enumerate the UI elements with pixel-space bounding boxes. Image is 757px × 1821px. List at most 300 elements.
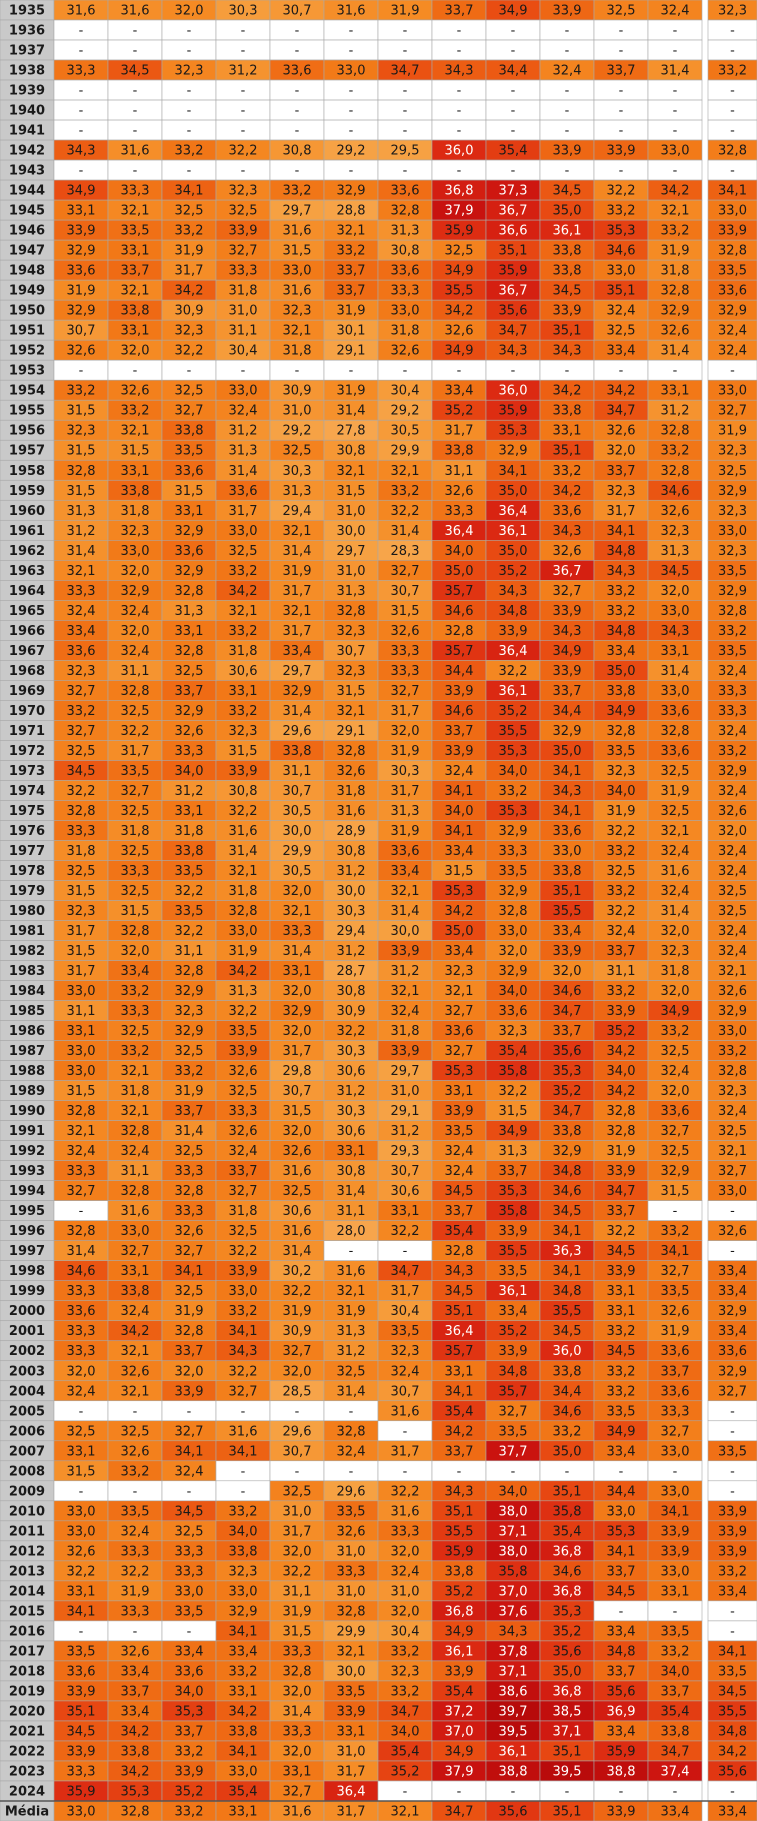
value-label: 32,1 — [120, 1344, 150, 1360]
value-label: 33,9 — [552, 303, 582, 319]
value-label: 29,6 — [336, 1484, 366, 1500]
value-label: 32,1 — [282, 523, 312, 539]
value-label: - — [672, 1604, 678, 1620]
value-label: 34,1 — [228, 1444, 258, 1460]
value-label: 32,5 — [336, 1364, 366, 1380]
value-label: 33,3 — [444, 503, 474, 519]
value-label: 33,5 — [498, 1264, 528, 1280]
year-row — [0, 1121, 757, 1141]
value-label: 33,3 — [66, 1164, 96, 1180]
year-label: 1999 — [8, 1284, 46, 1300]
value-label: 34,8 — [606, 623, 636, 639]
value-label: 29,1 — [390, 1104, 420, 1120]
value-label: 32,3 — [660, 523, 690, 539]
value-label: 32,3 — [66, 423, 96, 439]
value-label: 31,9 — [606, 803, 636, 819]
value-label: 32,7 — [66, 723, 96, 739]
year-label: 1968 — [8, 663, 46, 679]
year-label: 1954 — [8, 383, 46, 399]
value-label: 31,6 — [282, 1164, 312, 1180]
value-label: 32,8 — [174, 964, 204, 980]
value-label: 34,6 — [444, 603, 474, 619]
year-row — [0, 340, 757, 360]
value-label: 35,2 — [606, 1024, 636, 1040]
value-label: 34,3 — [498, 1624, 528, 1640]
value-label: 33,9 — [606, 1804, 636, 1820]
value-label: 33,4 — [606, 1624, 636, 1640]
year-label: 1951 — [8, 323, 46, 339]
year-label: 2003 — [8, 1364, 46, 1380]
value-label: 32,5 — [174, 663, 204, 679]
value-label: 31,5 — [336, 483, 366, 499]
value-label: 33,3 — [282, 1644, 312, 1660]
value-label: - — [186, 43, 192, 59]
value-label: 31,4 — [174, 1124, 204, 1140]
value-label: 32,3 — [444, 964, 474, 980]
value-label: 33,0 — [66, 1504, 96, 1520]
year-row — [0, 1601, 757, 1621]
value-label: 30,3 — [336, 1104, 366, 1120]
value-label: 31,4 — [228, 463, 258, 479]
value-label: 36,0 — [498, 383, 528, 399]
year-label: 1973 — [8, 763, 46, 779]
value-label: 31,7 — [390, 783, 420, 799]
value-label: 31,5 — [66, 1464, 96, 1480]
value-label: 32,8 — [660, 463, 690, 479]
annual-average-label: 33,4 — [718, 1284, 747, 1300]
value-label: 34,9 — [66, 183, 96, 199]
value-label: 33,1 — [120, 323, 150, 339]
value-label: 34,5 — [120, 63, 150, 79]
value-label: 35,3 — [498, 803, 528, 819]
value-label: 31,4 — [660, 63, 690, 79]
value-label: 33,1 — [66, 1024, 96, 1040]
value-label: 33,1 — [660, 643, 690, 659]
value-label: 35,2 — [390, 1764, 420, 1780]
value-label: 30,8 — [336, 1164, 366, 1180]
value-label: 33,0 — [66, 1524, 96, 1540]
value-label: 32,9 — [498, 823, 528, 839]
year-row — [0, 400, 757, 420]
value-label: 31,5 — [444, 863, 474, 879]
value-label: 33,5 — [174, 863, 204, 879]
value-label: 35,4 — [660, 1704, 690, 1720]
value-label: 30,7 — [66, 323, 96, 339]
value-label: 32,1 — [390, 883, 420, 899]
value-label: 36,1 — [498, 1284, 528, 1300]
value-label: 35,7 — [444, 583, 474, 599]
value-label: 34,6 — [552, 1404, 582, 1420]
value-label: 36,4 — [336, 1784, 366, 1800]
value-label: - — [132, 363, 138, 379]
value-label: - — [294, 43, 300, 59]
value-label: 32,1 — [660, 203, 690, 219]
value-label: 30,9 — [336, 1004, 366, 1020]
value-label: 32,4 — [120, 1304, 150, 1320]
value-label: 36,8 — [444, 183, 474, 199]
value-label: 30,6 — [282, 1204, 312, 1220]
value-label: 33,0 — [606, 263, 636, 279]
annual-average-label: 34,2 — [718, 1744, 747, 1760]
value-label: 31,2 — [228, 423, 258, 439]
year-row — [0, 1221, 757, 1241]
annual-average-label: 32,4 — [718, 663, 747, 679]
value-label: - — [240, 163, 246, 179]
value-label: 32,4 — [444, 1144, 474, 1160]
value-label: 32,1 — [390, 1804, 420, 1820]
value-label: 31,1 — [336, 1204, 366, 1220]
value-label: 33,8 — [552, 263, 582, 279]
value-label: 31,0 — [282, 1504, 312, 1520]
year-label: 1950 — [8, 303, 46, 319]
value-label: 33,0 — [660, 1564, 690, 1580]
value-label: 32,8 — [336, 743, 366, 759]
value-label: 32,8 — [174, 1184, 204, 1200]
value-label: 32,5 — [282, 1184, 312, 1200]
value-label: 31,8 — [282, 343, 312, 359]
value-label: 32,8 — [444, 1244, 474, 1260]
value-label: 33,2 — [174, 143, 204, 159]
year-row — [0, 1761, 757, 1781]
value-label: 33,4 — [120, 1664, 150, 1680]
value-label: 34,0 — [174, 763, 204, 779]
value-label: 34,7 — [444, 1804, 474, 1820]
value-label: 33,6 — [66, 1664, 96, 1680]
annual-average-label: 32,4 — [718, 944, 747, 960]
value-label: 33,6 — [228, 483, 258, 499]
value-label: - — [402, 123, 408, 139]
value-label: 31,9 — [660, 783, 690, 799]
value-label: 33,2 — [390, 1684, 420, 1700]
annual-average-label: 33,9 — [718, 1504, 747, 1520]
value-label: 33,0 — [66, 1804, 96, 1820]
value-label: 31,7 — [120, 743, 150, 759]
value-label: 32,1 — [120, 423, 150, 439]
value-label: 31,8 — [660, 964, 690, 980]
value-label: 35,1 — [552, 323, 582, 339]
value-label: - — [456, 123, 462, 139]
value-label: - — [240, 43, 246, 59]
value-label: 33,8 — [120, 1744, 150, 1760]
value-label: 31,8 — [660, 263, 690, 279]
value-label: 35,1 — [444, 1304, 474, 1320]
year-row — [0, 1421, 757, 1441]
value-label: 32,2 — [606, 904, 636, 919]
annual-average-label: 32,8 — [718, 1064, 747, 1080]
value-label: 35,9 — [66, 1784, 96, 1800]
value-label: 31,3 — [174, 603, 204, 619]
value-label: 32,2 — [228, 1244, 258, 1260]
value-label: - — [348, 123, 354, 139]
value-label: 31,4 — [390, 904, 420, 919]
value-label: 33,2 — [606, 843, 636, 859]
year-label: 2007 — [8, 1444, 46, 1460]
value-label: 35,0 — [444, 563, 474, 579]
value-label: 33,6 — [552, 823, 582, 839]
value-label: 33,1 — [336, 1724, 366, 1740]
year-row — [0, 300, 757, 320]
year-row — [0, 1741, 757, 1761]
value-label: 30,7 — [390, 583, 420, 599]
value-label: 33,0 — [66, 984, 96, 1000]
value-label: 32,7 — [552, 583, 582, 599]
value-label: 33,1 — [606, 1304, 636, 1320]
value-label: 34,1 — [174, 1444, 204, 1460]
value-label: 33,1 — [282, 964, 312, 980]
value-label: 31,5 — [66, 403, 96, 419]
value-label: 35,8 — [552, 1504, 582, 1520]
value-label: 32,6 — [660, 1304, 690, 1320]
value-label: - — [456, 1464, 462, 1480]
value-label: - — [348, 43, 354, 59]
value-label: 29,9 — [336, 1624, 366, 1640]
value-label: 32,4 — [120, 643, 150, 659]
value-label: 32,0 — [120, 563, 150, 579]
value-label: 34,9 — [498, 3, 528, 19]
value-label: 32,3 — [174, 323, 204, 339]
value-label: 32,2 — [498, 1084, 528, 1100]
value-label: 35,1 — [444, 1504, 474, 1520]
year-label: 2024 — [8, 1784, 46, 1800]
value-label: 33,0 — [336, 63, 366, 79]
value-label: 33,4 — [606, 1724, 636, 1740]
value-label: 32,4 — [660, 883, 690, 899]
value-label: 32,2 — [498, 663, 528, 679]
value-label: 34,1 — [174, 1264, 204, 1280]
value-label: 33,3 — [660, 1404, 690, 1420]
value-label: 35,6 — [498, 1804, 528, 1820]
annual-average-label: 32,1 — [718, 1144, 747, 1160]
annual-average-label: 33,4 — [718, 1804, 747, 1820]
value-label: 32,6 — [390, 343, 420, 359]
value-label: 32,6 — [228, 1064, 258, 1080]
value-label: 33,7 — [444, 723, 474, 739]
annual-average-label: 32,0 — [718, 823, 747, 839]
value-label: 30,0 — [336, 523, 366, 539]
value-label: 34,6 — [660, 483, 690, 499]
value-label: 33,2 — [336, 243, 366, 259]
value-label: 32,2 — [228, 1364, 258, 1380]
value-label: 31,5 — [66, 483, 96, 499]
value-label: 32,2 — [174, 883, 204, 899]
value-label: 36,1 — [498, 683, 528, 699]
value-label: 33,1 — [174, 803, 204, 819]
value-label: 30,3 — [390, 763, 420, 779]
value-label: 29,4 — [336, 924, 366, 940]
value-label: 33,3 — [66, 583, 96, 599]
value-label: 33,3 — [174, 1204, 204, 1220]
value-label: 31,8 — [228, 283, 258, 299]
value-label: 37,8 — [498, 1644, 528, 1660]
value-label: 33,2 — [660, 443, 690, 459]
year-row — [0, 380, 757, 400]
value-label: 32,1 — [390, 463, 420, 479]
value-label: 36,1 — [498, 1744, 528, 1760]
value-label: 33,4 — [606, 343, 636, 359]
year-label: 1949 — [8, 283, 46, 299]
value-label: 29,5 — [390, 143, 420, 159]
year-label: 2002 — [8, 1344, 46, 1360]
value-label: 33,2 — [660, 1024, 690, 1040]
value-label: 35,4 — [498, 1044, 528, 1060]
value-label: - — [402, 1424, 408, 1440]
value-label: 33,6 — [66, 643, 96, 659]
value-label: - — [564, 83, 570, 99]
value-label: - — [240, 363, 246, 379]
value-label: 32,2 — [228, 143, 258, 159]
year-row — [0, 1281, 757, 1301]
value-label: 33,8 — [552, 243, 582, 259]
value-label: 38,8 — [606, 1764, 636, 1780]
value-label: 29,7 — [336, 543, 366, 559]
value-label: 31,5 — [120, 904, 150, 919]
value-label: 33,7 — [660, 1684, 690, 1700]
value-label: 34,1 — [444, 823, 474, 839]
value-label: 33,0 — [120, 1224, 150, 1240]
value-label: 33,7 — [660, 1364, 690, 1380]
value-label: 33,2 — [390, 1644, 420, 1660]
value-label: 31,5 — [120, 443, 150, 459]
value-label: 32,8 — [282, 1664, 312, 1680]
year-label: 1985 — [8, 1004, 46, 1020]
value-label: 32,1 — [336, 463, 366, 479]
value-label: 32,5 — [174, 1284, 204, 1300]
value-label: - — [618, 123, 624, 139]
value-label: 32,2 — [174, 924, 204, 940]
value-label: - — [402, 23, 408, 39]
value-label: 34,4 — [498, 63, 528, 79]
year-label: 1942 — [8, 143, 46, 159]
value-label: 32,7 — [390, 563, 420, 579]
value-label: 34,1 — [66, 1604, 96, 1620]
value-label: 32,4 — [444, 763, 474, 779]
value-label: 34,2 — [120, 1764, 150, 1780]
value-label: 32,2 — [336, 1024, 366, 1040]
value-label: 33,2 — [174, 1744, 204, 1760]
value-label: 33,1 — [282, 1764, 312, 1780]
value-label: - — [564, 363, 570, 379]
value-label: 36,7 — [498, 203, 528, 219]
value-label: 31,0 — [390, 1584, 420, 1600]
value-label: 29,6 — [282, 1424, 312, 1440]
value-label: - — [402, 103, 408, 119]
value-label: 32,8 — [336, 603, 366, 619]
value-label: 29,7 — [282, 663, 312, 679]
value-label: 33,3 — [336, 1564, 366, 1580]
value-label: 33,6 — [174, 543, 204, 559]
value-label: 33,6 — [282, 63, 312, 79]
year-row — [0, 40, 757, 60]
value-label: 32,4 — [120, 603, 150, 619]
value-label: 31,6 — [228, 823, 258, 839]
value-label: 30,3 — [282, 463, 312, 479]
year-label: 2018 — [8, 1664, 46, 1680]
value-label: 35,5 — [552, 1304, 582, 1320]
value-label: 32,1 — [120, 283, 150, 299]
value-label: 30,7 — [282, 3, 312, 19]
value-label: 32,2 — [174, 343, 204, 359]
value-label: 33,7 — [552, 683, 582, 699]
value-label: 32,8 — [120, 1124, 150, 1140]
value-label: 33,3 — [390, 663, 420, 679]
value-label: 33,9 — [228, 1044, 258, 1060]
annual-average-label: 32,7 — [718, 1164, 747, 1180]
value-label: 33,0 — [228, 1764, 258, 1780]
value-label: 34,2 — [444, 904, 474, 919]
value-label: 33,2 — [606, 203, 636, 219]
value-label: 30,5 — [390, 423, 420, 439]
year-row — [0, 660, 757, 680]
value-label: 32,4 — [390, 1004, 420, 1020]
value-label: - — [78, 83, 84, 99]
annual-average-label: 33,5 — [718, 263, 747, 279]
value-label: 33,2 — [606, 583, 636, 599]
value-label: 35,4 — [444, 1224, 474, 1240]
value-label: 32,3 — [228, 723, 258, 739]
annual-average-label: 32,3 — [718, 543, 747, 559]
value-label: - — [78, 1404, 84, 1420]
value-label: 35,5 — [444, 1524, 474, 1540]
annual-average-label: - — [730, 1244, 735, 1260]
value-label: 34,0 — [444, 543, 474, 559]
value-label: 30,2 — [282, 1264, 312, 1280]
value-label: 33,2 — [498, 783, 528, 799]
value-label: 34,7 — [606, 403, 636, 419]
value-label: 32,0 — [282, 1544, 312, 1560]
value-label: 31,3 — [336, 583, 366, 599]
year-label: 1974 — [8, 783, 46, 799]
value-label: 33,5 — [390, 1324, 420, 1340]
value-label: 37,4 — [660, 1764, 690, 1780]
annual-average-label: 33,4 — [718, 1264, 747, 1280]
value-label: 34,2 — [606, 1084, 636, 1100]
year-row — [0, 981, 757, 1001]
value-label: 32,0 — [660, 984, 690, 1000]
year-label: 2010 — [8, 1504, 46, 1520]
value-label: 32,9 — [282, 1004, 312, 1020]
value-label: 33,0 — [66, 1044, 96, 1060]
value-label: 33,5 — [444, 1124, 474, 1140]
value-label: - — [78, 1484, 84, 1500]
value-label: 34,4 — [552, 1384, 582, 1400]
value-label: 31,1 — [120, 1164, 150, 1180]
value-label: 32,5 — [444, 243, 474, 259]
value-label: 31,3 — [498, 1144, 528, 1160]
value-label: 34,7 — [552, 1104, 582, 1120]
value-label: 33,8 — [120, 303, 150, 319]
year-row — [0, 1461, 757, 1481]
value-label: 35,7 — [498, 1384, 528, 1400]
value-label: 33,7 — [606, 463, 636, 479]
value-label: 32,7 — [228, 1184, 258, 1200]
value-label: 31,3 — [336, 1324, 366, 1340]
value-label: 32,6 — [120, 1444, 150, 1460]
value-label: - — [564, 23, 570, 39]
value-label: - — [510, 1464, 516, 1480]
value-label: 32,7 — [66, 1184, 96, 1200]
value-label: 35,6 — [498, 303, 528, 319]
value-label: 32,2 — [390, 503, 420, 519]
value-label: 31,4 — [660, 904, 690, 919]
value-label: 35,8 — [498, 1064, 528, 1080]
value-label: - — [402, 83, 408, 99]
year-row — [0, 200, 757, 220]
value-label: 34,2 — [444, 1424, 474, 1440]
value-label: 32,3 — [66, 663, 96, 679]
value-label: 32,9 — [228, 1604, 258, 1620]
annual-average-label: 32,5 — [718, 1124, 747, 1140]
value-label: 33,9 — [552, 603, 582, 619]
